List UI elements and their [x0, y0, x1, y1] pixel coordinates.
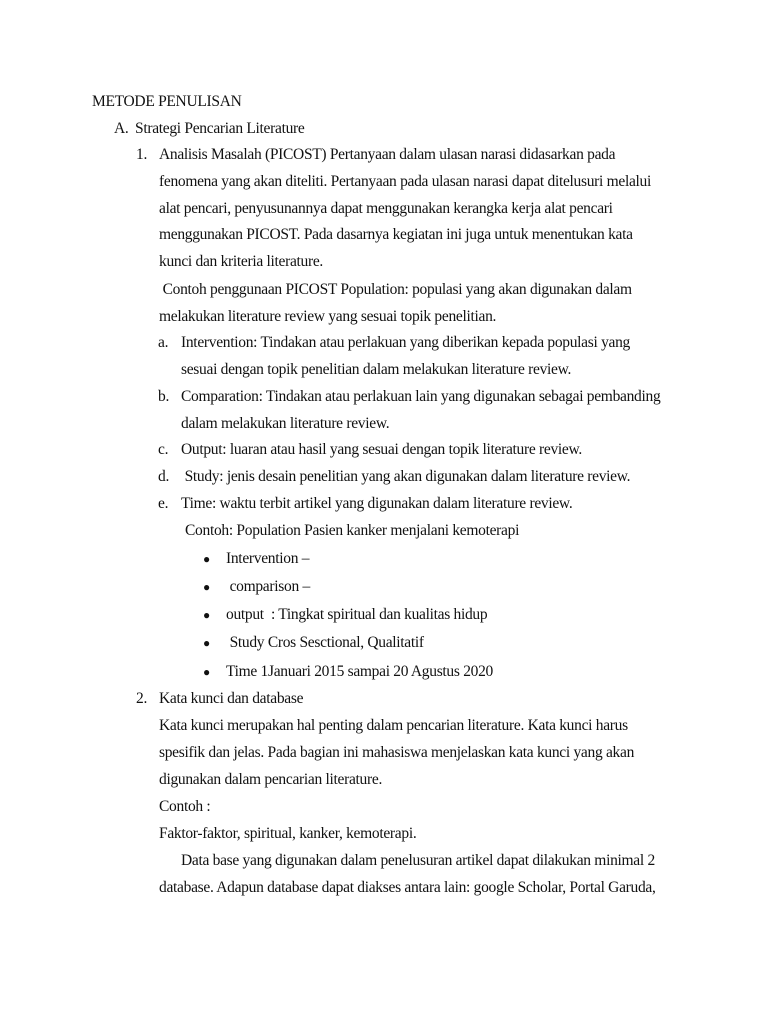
bullet-intervention: Intervention – [226, 550, 310, 567]
bullet-comparison: comparison – [226, 578, 310, 595]
section-a-marker: A. [114, 120, 129, 137]
bullet-icon: ● [203, 580, 210, 594]
item-2-contoh-label: Contoh : [159, 798, 211, 815]
item-1-marker: 1. [136, 146, 148, 163]
subitem-b-marker: b. [158, 388, 170, 405]
item-2-database-line-1: Data base yang digunakan dalam penelusuran artikel dapat dilakukan minimal 2 [181, 852, 655, 869]
bullet-icon: ● [203, 552, 210, 566]
bullet-output: output : Tingkat spiritual dan kualitas hidup [226, 606, 488, 623]
bullet-icon: ● [203, 608, 210, 622]
bullet-icon: ● [203, 636, 210, 650]
subitem-d-text: Study: jenis desain penelitian yang akan digunakan dalam literature review. [181, 468, 631, 485]
subitem-a-text: Intervention: Tindakan atau perlakuan yang diberikan kepada populasi yang sesuai dengan topik penelitian dalam melakukan literature review. [181, 334, 630, 378]
example-line: Contoh: Population Pasien kanker menjalani kemoterapi [185, 522, 520, 539]
item-2-heading: Kata kunci dan database [159, 690, 304, 707]
item-1-example-intro: Contoh penggunaan PICOST Population: populasi yang akan digunakan dalam melakukan literature review yang sesuai topik penelitian. [159, 281, 636, 325]
item-2-keywords: Faktor-faktor, spiritual, kanker, kemoterapi. [159, 825, 417, 842]
subitem-d-marker: d. [158, 468, 170, 485]
subitem-c-marker: c. [158, 441, 169, 458]
bullet-icon: ● [203, 665, 210, 679]
subitem-e-text: Time: waktu terbit artikel yang digunakan dalam literature review. [181, 495, 573, 512]
item-2-paragraph: Kata kunci merupakan hal penting dalam pencarian literature. Kata kunci harus spesifik dan jelas. Pada bagian ini mahasiswa menjelaskan kata kunci yang akan digunakan dalam pencarian literature. [159, 717, 635, 788]
subitem-a-marker: a. [158, 334, 169, 351]
subitem-b-text: Comparation: Tindakan atau perlakuan lain yang digunakan sebagai pembanding dalam melakukan literature review. [181, 388, 661, 432]
bullet-study: Study Cros Sesctional, Qualitatif [226, 634, 424, 651]
section-a-heading: Strategi Pencarian Literature [135, 120, 305, 137]
item-2-marker: 2. [136, 690, 148, 707]
subitem-e-marker: e. [158, 495, 169, 512]
bullet-time: Time 1Januari 2015 sampai 20 Agustus 2020 [226, 663, 493, 680]
subitem-c-text: Output: luaran atau hasil yang sesuai dengan topik literature review. [181, 441, 582, 458]
document-title: METODE PENULISAN [92, 93, 242, 110]
item-1-paragraph: Analisis Masalah (PICOST) Pertanyaan dalam ulasan narasi didasarkan pada fenomena yang akan diteliti. Pertanyaan pada ulasan narasi dapat ditelusuri melalui alat pencari, penyusunannya dapat menggunakan kerangka kerja alat pencari menggunakan PICOST. Pada dasarnya kegiatan ini juga untuk menentukan kata kunci dan kriteria literature. [159, 146, 652, 271]
item-2-database-line-2: database. Adapun database dapat diakses antara lain: google Scholar, Portal Garuda, [159, 879, 656, 896]
